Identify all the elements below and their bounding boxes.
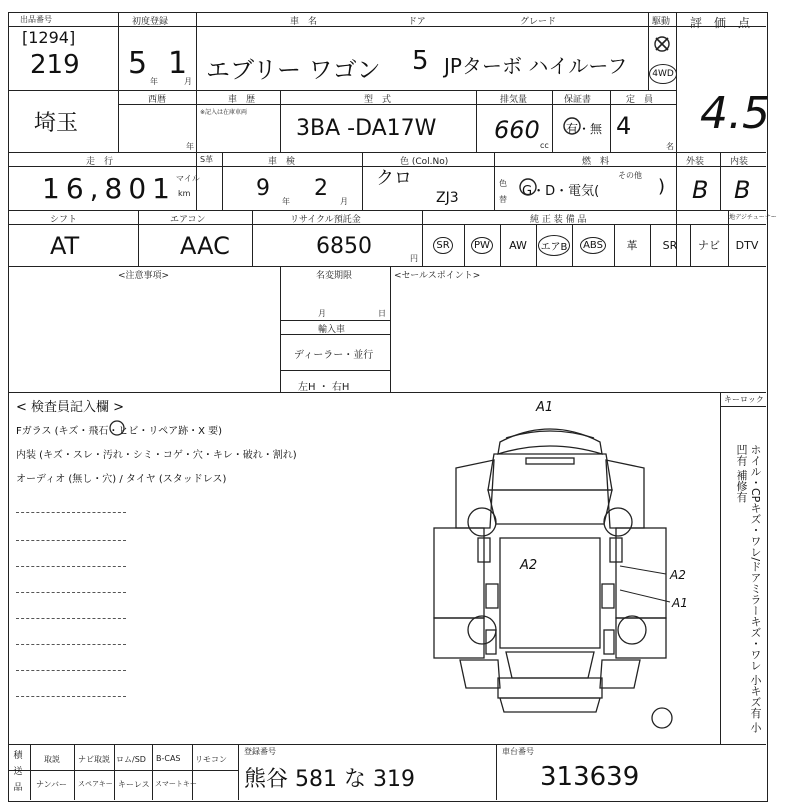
item-smart-key: スマートキー: [155, 780, 197, 788]
drive-4wd: 4WD: [652, 69, 674, 79]
label-vin: 車台番号: [502, 747, 534, 756]
item-manual: 取説: [44, 755, 60, 764]
doors: 5: [412, 46, 429, 76]
key-lock-label: キーロック: [724, 395, 764, 404]
label-tuner: 地デジチューナー: [729, 214, 777, 221]
item-keyless: キーレス: [118, 780, 150, 789]
fuel-close: ): [658, 176, 666, 197]
inspector-title: < 検査員記入欄 >: [16, 400, 125, 415]
label-inspection: 車 検: [268, 157, 296, 167]
yen-unit: 円: [410, 254, 418, 263]
inspection-month-unit: 月: [340, 197, 348, 206]
fuel: G・D・電気(: [522, 184, 600, 199]
first-reg-year: 5: [128, 46, 148, 81]
label-exterior: 外装: [686, 157, 705, 167]
registration-number: 熊谷 581 な 319: [244, 767, 415, 792]
label-doors: ドア: [408, 17, 426, 27]
inspection-month: 2: [314, 176, 328, 201]
recycle-fee: 6850: [316, 234, 372, 259]
drive-2wd-crossed-icon: [652, 34, 672, 54]
damage-mark-side-a1: A1: [672, 596, 688, 610]
capacity-unit: 名: [666, 142, 674, 151]
shift: AT: [50, 232, 80, 260]
score: 4.5: [700, 88, 770, 139]
label-mileage: 走 行: [86, 157, 114, 167]
label-registration-number: 登録番号: [244, 747, 276, 756]
month-unit: 月: [184, 77, 192, 86]
lot-number: [1294]: [22, 28, 76, 47]
warranty: 有・無: [566, 122, 603, 136]
label-score: 評 価 点: [690, 16, 751, 30]
equip-sunroof: SR: [433, 237, 452, 254]
damage-mark-front: A1: [536, 400, 554, 415]
capacity: 4: [616, 112, 632, 140]
expiry-month-unit: 月: [318, 309, 326, 318]
equip-pw-circled: [464, 224, 500, 266]
equip-abs: ABS: [580, 237, 606, 254]
item-rom-sd: ロム/SD: [116, 755, 146, 764]
inspection-year: 9: [256, 176, 270, 201]
year-unit: 年: [150, 77, 158, 86]
vin-number: 313639: [540, 762, 640, 792]
damage-mark-roof: A2: [520, 558, 538, 573]
inspector-glass: Fガラス (キズ・飛石・ヒビ・リペア跡・X 要): [16, 426, 223, 437]
equip-sunroof-circled: [422, 224, 464, 266]
label-lot-number: 出品番号: [20, 15, 52, 24]
label-attention: <注意事項>: [118, 271, 170, 281]
dealer-parallel: ディーラー・並行: [294, 350, 374, 361]
grade: JPターボ ハイルーフ: [444, 54, 628, 78]
color: クロ: [376, 168, 412, 189]
color-number: ZJ3: [436, 190, 459, 206]
displacement: 660: [494, 116, 540, 144]
equip-abs-circled: [572, 224, 614, 266]
equip-dtv: DTV: [735, 238, 759, 252]
label-interior: 内装: [730, 157, 749, 167]
region: 埼玉: [34, 111, 79, 136]
inspector-audio-tire: オーディオ (無し・穴) / タイヤ (スタッドレス): [16, 474, 227, 485]
included-items-label: 積送品: [13, 751, 23, 793]
equip-navi: ナビ: [698, 239, 720, 252]
mileage: 16,801: [42, 172, 176, 205]
inspector-interior: 内装 (キズ・スレ・汚れ・シミ・コゲ・穴・キレ・破れ・割れ): [16, 450, 297, 461]
label-aircon: エアコン: [170, 215, 206, 225]
item-navi-manual: ナビ取説: [78, 755, 110, 764]
mileage-unit-mile: マイル: [176, 174, 200, 183]
history-note: ※記入は在庫車両: [200, 109, 248, 116]
label-year: 西暦: [148, 95, 167, 105]
label-first-registration: 初度登録: [132, 17, 169, 27]
label-warranty: 保証書: [564, 95, 592, 105]
label-fuel: 燃 料: [582, 157, 610, 167]
model-code: 3BA -DA17W: [296, 116, 437, 141]
interior-grade: B: [734, 176, 751, 204]
handle-side: 左H ・ 右H: [298, 382, 350, 393]
fuel-other-label: その他: [618, 171, 642, 180]
inspection-year-unit: 年: [282, 197, 290, 206]
car-name: エブリー ワゴン: [206, 56, 381, 84]
side-vertical-notes: ホイル・CPキズ・ワレ/ドアミラーキズ・ワレ 小キズ有 小凹有 補修有: [735, 444, 762, 734]
aircon: AAC: [180, 232, 230, 260]
fuel-gasoline-circle-icon: [518, 177, 538, 197]
label-drive: 駆動: [652, 17, 671, 27]
cc-unit: cc: [540, 141, 549, 150]
drive-4wd-circled: [649, 64, 677, 84]
item-remote: リモコン: [195, 755, 227, 764]
equip-leather: 革: [626, 239, 638, 252]
label-displacement: 排気量: [500, 95, 528, 105]
label-equipment: 純 正 装 備 品: [530, 215, 587, 225]
item-number-plate: ナンバー: [36, 780, 68, 789]
expiry-day-unit: 日: [378, 309, 386, 318]
warranty-yes-circle-icon: [562, 116, 582, 136]
label-model: 型 式: [364, 95, 392, 105]
label-recycle: リサイクル預託金: [290, 215, 361, 225]
equip-airbag-circled: [536, 224, 572, 266]
label-car-name: 車 名: [290, 17, 318, 27]
item-bcas: B-CAS: [156, 754, 181, 763]
first-reg-month: 1: [168, 46, 188, 81]
equip-sr: SR: [662, 238, 678, 252]
lot-number-short: 219: [30, 50, 80, 80]
color-change-label: 色替: [499, 179, 507, 204]
label-sales-point: <セールスポイント>: [394, 271, 481, 281]
equip-aw: AW: [509, 238, 527, 252]
label-import: 輸入車: [318, 325, 346, 335]
exterior-grade: B: [692, 176, 709, 204]
label-shift: シフト: [50, 215, 78, 225]
label-color: 色 (Col.No): [400, 157, 449, 167]
year-suffix: 年: [186, 142, 194, 151]
label-capacity: 定 員: [626, 95, 654, 105]
mileage-unit-km: km: [178, 189, 191, 198]
label-s-leather: S革: [200, 155, 214, 164]
glass-stone-chip-circle-icon: [108, 419, 126, 437]
label-expiry: 名変期限: [316, 271, 353, 281]
equip-airbag: エアB: [538, 235, 571, 256]
equip-pw: PW: [471, 237, 493, 254]
label-grade: グレード: [520, 17, 557, 27]
label-history: 車 歴: [228, 95, 256, 105]
car-damage-diagram: [420, 398, 700, 738]
item-spare-key: スペアキー: [78, 780, 113, 788]
damage-mark-side-a2: A2: [670, 568, 686, 582]
